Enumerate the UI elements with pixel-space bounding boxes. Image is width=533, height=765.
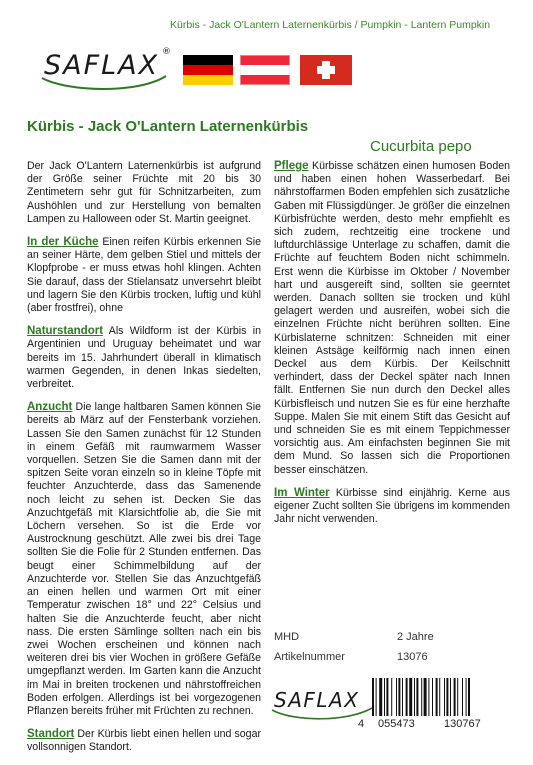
kueche-text: Einen reifen Kürbis erkennen Sie an seiner Härte, dem gelben Stiel und mittels der Klopfprobe - er muss etwas hohl klingen. Achten Sie darauf, dass der Stielansatz unversehrt bleibt und lagern Sie den Kürbis trocken, luftig und kühl (aber frostfrei), ohne [27,236,261,315]
austria-flag [240,55,290,85]
left-column [27,160,261,765]
winter-heading: Im Winter [274,486,330,499]
product-title: Kürbis - Jack O'Lantern Laternenkürbis [27,118,309,135]
article-number-label: Artikelnummer [274,651,345,663]
svg-text:SAFLAX: SAFLAX [44,50,160,81]
mhd-value: 2 Jahre [397,631,434,643]
svg-text:SAFLAX: SAFLAX [274,688,360,712]
intro-paragraph: Der Jack O'Lantern Laternenkürbis ist aufgrund der Größe seiner Früchte mit 20 bis 30 Zentimetern sehr gut für Schnitzarbeiten, zum Aushöhlen und zur Herstellung von bemalten Lampen zu Halloween oder St. Martin geeignet. [27,160,261,225]
article-number-value: 13076 [397,651,428,663]
latin-name: Cucurbita pepo [370,138,472,155]
barcode-digits-middle: 055473 [378,718,415,730]
standort-section [27,728,261,754]
germany-flag [183,55,233,85]
standort-heading: Standort [27,728,75,741]
right-column [274,160,510,536]
kueche-heading: In der Küche [27,236,99,249]
svg-text:®: ® [162,47,171,57]
naturstandort-text: Als Wildform ist der Kürbis in Argentinien und Uruguay beheimatet und war bereits im 15. Jahrhundert überall in klimatisch warmen Gegenden, in denen Inkas siedelten, verbreitet. [27,325,261,391]
product-line-header: Kürbis - Jack O'Lantern Laternenkürbis / Pumpkin - Lantern Pumpkin [170,19,491,31]
pflege-text: Kürbisse schätzen einen humosen Boden und haben einen hohen Wasserbedarf. Bei nährstoffarmen Boden empfehlen sich zusätzliche Gaben mit Flüssigdünger. Je größer die einzelnen Kürbisfrüchte werden, desto mehr empfiehlt es sich zudem, rechtzeitig eine trockene und luftdurchlässige Unterlage zu schaffen, damit die Früchte auf feuchtem Boden nicht schimmeln. Erst wenn die Kürbisse im Oktober / November hart und ausgereift sind, sollten sie geerntet werden. Danach sollten sie trocken und kühl gelagert werden und ausreifen, wobei sich die einzelnen Früchte nicht berühren sollten. Eine Kürbislaterne schnitzen: Schneiden mit einer kleinen Astsäge keilförmig nach innen einen Deckel aus dem Kürbis. Der Keilschnitt verhindert, dass der Deckel später nach Innen fällt. Entfernen Sie nun durch den Deckel alles Kürbisfleisch und nutzen Sie es für eine herzhafte Suppe. Malen Sie mit einem Stift das Gesicht auf und schneiden Sie es mit einem Teppichmesser vorsichtig aus. Am einfachsten beginnen Sie mit dem Mund. So lassen sich die Proportionen besser einschätzen. [274,160,510,476]
anzucht-text: Die lange haltbaren Samen können Sie bereits ab März auf der Fensterbank vorziehen. Lassen Sie den Samen zunächst für 12 Stunden in einem Gefäß mit raumwarmem Wasser vorquellen. Setzen Sie die Samen dann mit der spitzen Seite voran einzeln so in kleine Töpfe mit feuchter Anzuchterde, dass das Samenende noch leicht zu sehen ist. Decken Sie das Anzuchtgefäß mit Klarsichtfolie ab, die Sie mit Löchern versehen. So ist die Erde vor Austrocknung geschützt. Alle zwei bis drei Tage sollten Sie die Folie für 2 Stunden entfernen. Das beugt einer Schimmelbildung auf der Anzuchterde vor. Stellen Sie das Anzuchtgefäß an einen hellen und warmen Ort mit einer Temperatur zwischen 18° und 22° Celsius und halten Sie die Anzuchterde feucht, aber nicht nass. Die ersten Sämlinge sollten nach ein bis zwei Wochen erscheinen und können nach weiteren drei bis vier Wochen in größere Gefäße umgepflanzt werden. Im Garten kann die Anzucht im Mai in breiten trockenen und nährstoffreichen Boden erfolgen. Allerdings ist bei vorgezogenen Pflanzen bereits früher mit Früchten zu rechnen. [27,401,261,717]
barcode-digits-last: 130767 [444,718,481,730]
naturstandort-heading: Naturstandort [27,325,104,338]
winter-text: Kürbisse sind einjährig. Kerne aus eigener Zucht sollten Sie übrigens im kommenden Jahr nicht verwenden. [274,486,510,526]
pflege-section [274,160,510,477]
winter-section [274,487,510,527]
switzerland-flag [300,55,352,85]
standort-text: Der Kürbis liebt einen hellen und sogar vollsonnigen Standort. [27,728,261,754]
mhd-label: MHD [274,631,300,643]
pflege-heading: Pflege [274,160,309,172]
saflax-logo [38,40,173,96]
barcode-digit-first: 4 [358,718,365,730]
kueche-section [27,236,261,315]
naturstandort-section [27,325,261,391]
anzucht-section [27,401,261,718]
anzucht-heading: Anzucht [27,401,73,414]
